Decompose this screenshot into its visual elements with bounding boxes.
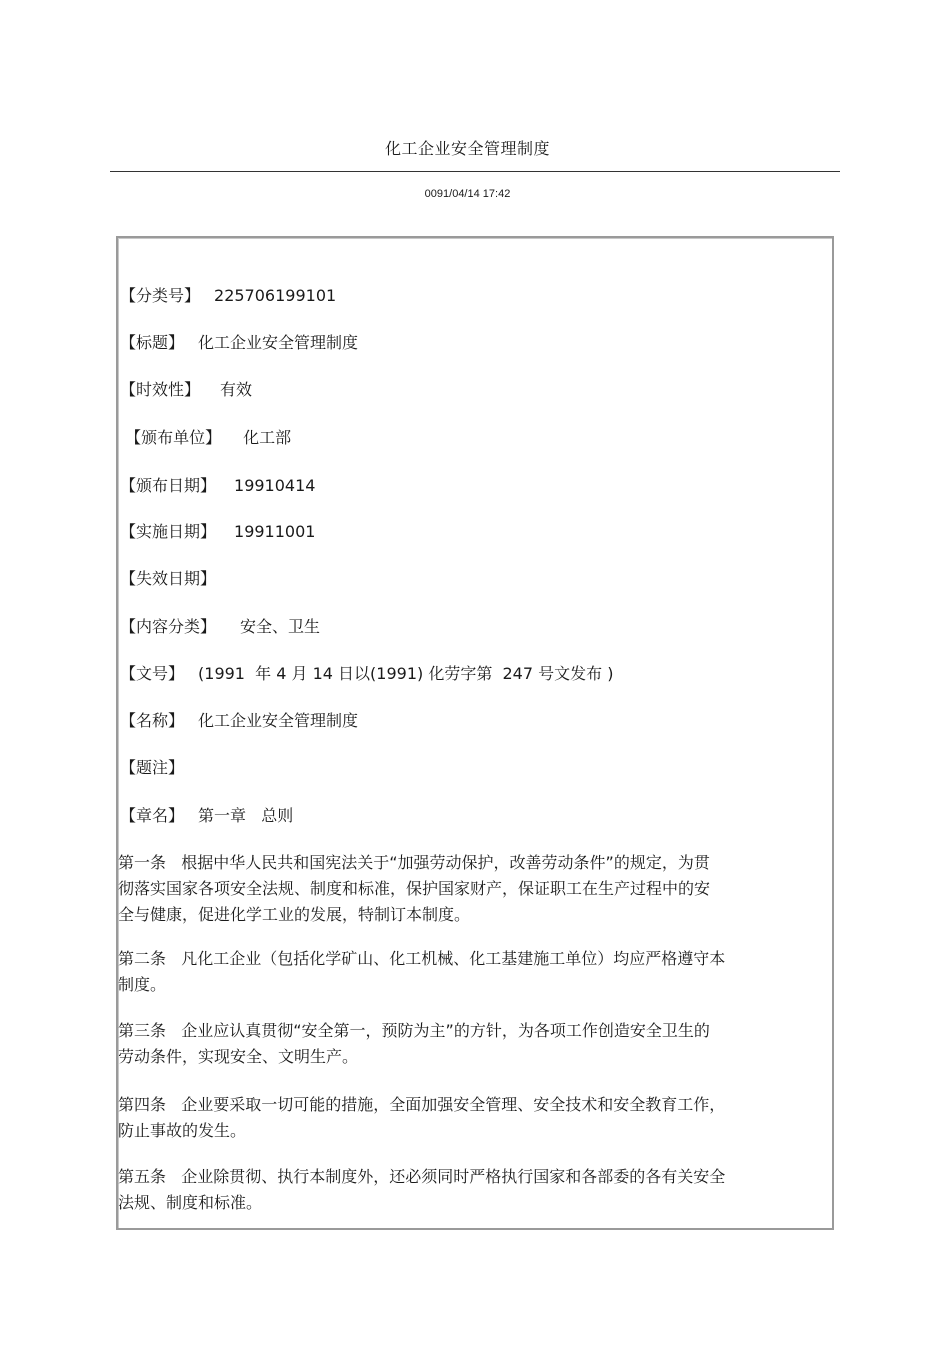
field-expiry-date bbox=[120, 569, 230, 589]
field-value: 化工企业安全管理制度 bbox=[198, 333, 359, 352]
document-title: 化工企业安全管理制度 bbox=[384, 139, 550, 158]
field-label: 【标题】 bbox=[120, 333, 185, 352]
field-document-number bbox=[120, 664, 613, 684]
field-value: 第一章 总则 bbox=[198, 806, 294, 825]
article-line: 第二条 凡化工企业（包括化学矿山、化工机械、化工基建施工单位）均应严格遵守本 bbox=[118, 949, 726, 968]
field-value: 化工部 bbox=[243, 428, 292, 447]
field-label: 【失效日期】 bbox=[120, 569, 217, 588]
article-4 bbox=[118, 1092, 808, 1144]
article-line: 制度。 bbox=[118, 975, 167, 994]
field-value: 化工企业安全管理制度 bbox=[198, 711, 359, 730]
field-label: 【颁布日期】 bbox=[120, 476, 217, 495]
article-1 bbox=[118, 850, 808, 928]
field-validity bbox=[120, 380, 252, 400]
field-label: 【章名】 bbox=[120, 806, 185, 825]
article-line: 法规、制度和标准。 bbox=[118, 1193, 263, 1212]
field-label: 【文号】 bbox=[120, 664, 185, 683]
article-5 bbox=[118, 1164, 808, 1216]
article-line: 防止事故的发生。 bbox=[118, 1121, 247, 1140]
field-label: 【分类号】 bbox=[120, 286, 201, 305]
article-line: 第三条 企业应认真贯彻“安全第一，预防为主”的方针，为各项工作创造安全卫生的 bbox=[118, 1021, 710, 1040]
field-label: 【名称】 bbox=[120, 711, 185, 730]
field-label: 【实施日期】 bbox=[120, 522, 217, 541]
field-name bbox=[120, 711, 358, 731]
field-value: (1991 年 4 月 14 日以(1991) 化劳字第 247 号文发布 ) bbox=[198, 664, 614, 683]
field-title bbox=[120, 333, 358, 353]
field-label: 【内容分类】 bbox=[120, 617, 217, 636]
article-line: 全与健康，促进化学工业的发展，特制订本制度。 bbox=[118, 905, 471, 924]
field-value: 安全、卫生 bbox=[240, 617, 321, 636]
field-issue-date bbox=[120, 476, 315, 496]
field-classification-number bbox=[120, 286, 336, 306]
field-value: 有效 bbox=[220, 380, 253, 399]
article-3 bbox=[118, 1018, 808, 1070]
field-issuing-unit bbox=[120, 428, 291, 448]
field-label: 【时效性】 bbox=[120, 380, 201, 399]
field-value: 19910414 bbox=[234, 476, 316, 495]
field-label: 【颁布单位】 bbox=[120, 428, 222, 447]
title-divider bbox=[110, 171, 840, 172]
field-value: 225706199101 bbox=[214, 286, 337, 305]
article-2 bbox=[118, 946, 808, 998]
field-value: 19911001 bbox=[234, 522, 316, 541]
article-line: 彻落实国家各项安全法规、制度和标准，保护国家财产，保证职工在生产过程中的安 bbox=[118, 879, 711, 898]
field-content-category bbox=[120, 617, 320, 637]
field-chapter-name bbox=[120, 806, 293, 826]
field-label: 【题注】 bbox=[120, 758, 185, 777]
article-line: 第一条 根据中华人民共和国宪法关于“加强劳动保护，改善劳动条件”的规定，为贯 bbox=[118, 853, 710, 872]
article-line: 第四条 企业要采取一切可能的措施，全面加强安全管理、安全技术和安全教育工作， bbox=[118, 1095, 726, 1114]
article-line: 劳动条件，实现安全、文明生产。 bbox=[118, 1047, 359, 1066]
document-date: 0091/04/14 17:42 bbox=[424, 188, 511, 200]
field-effective-date bbox=[120, 522, 315, 542]
article-line: 第五条 企业除贯彻、执行本制度外，还必须同时严格执行国家和各部委的各有关安全 bbox=[118, 1167, 726, 1186]
field-annotation bbox=[120, 758, 198, 778]
